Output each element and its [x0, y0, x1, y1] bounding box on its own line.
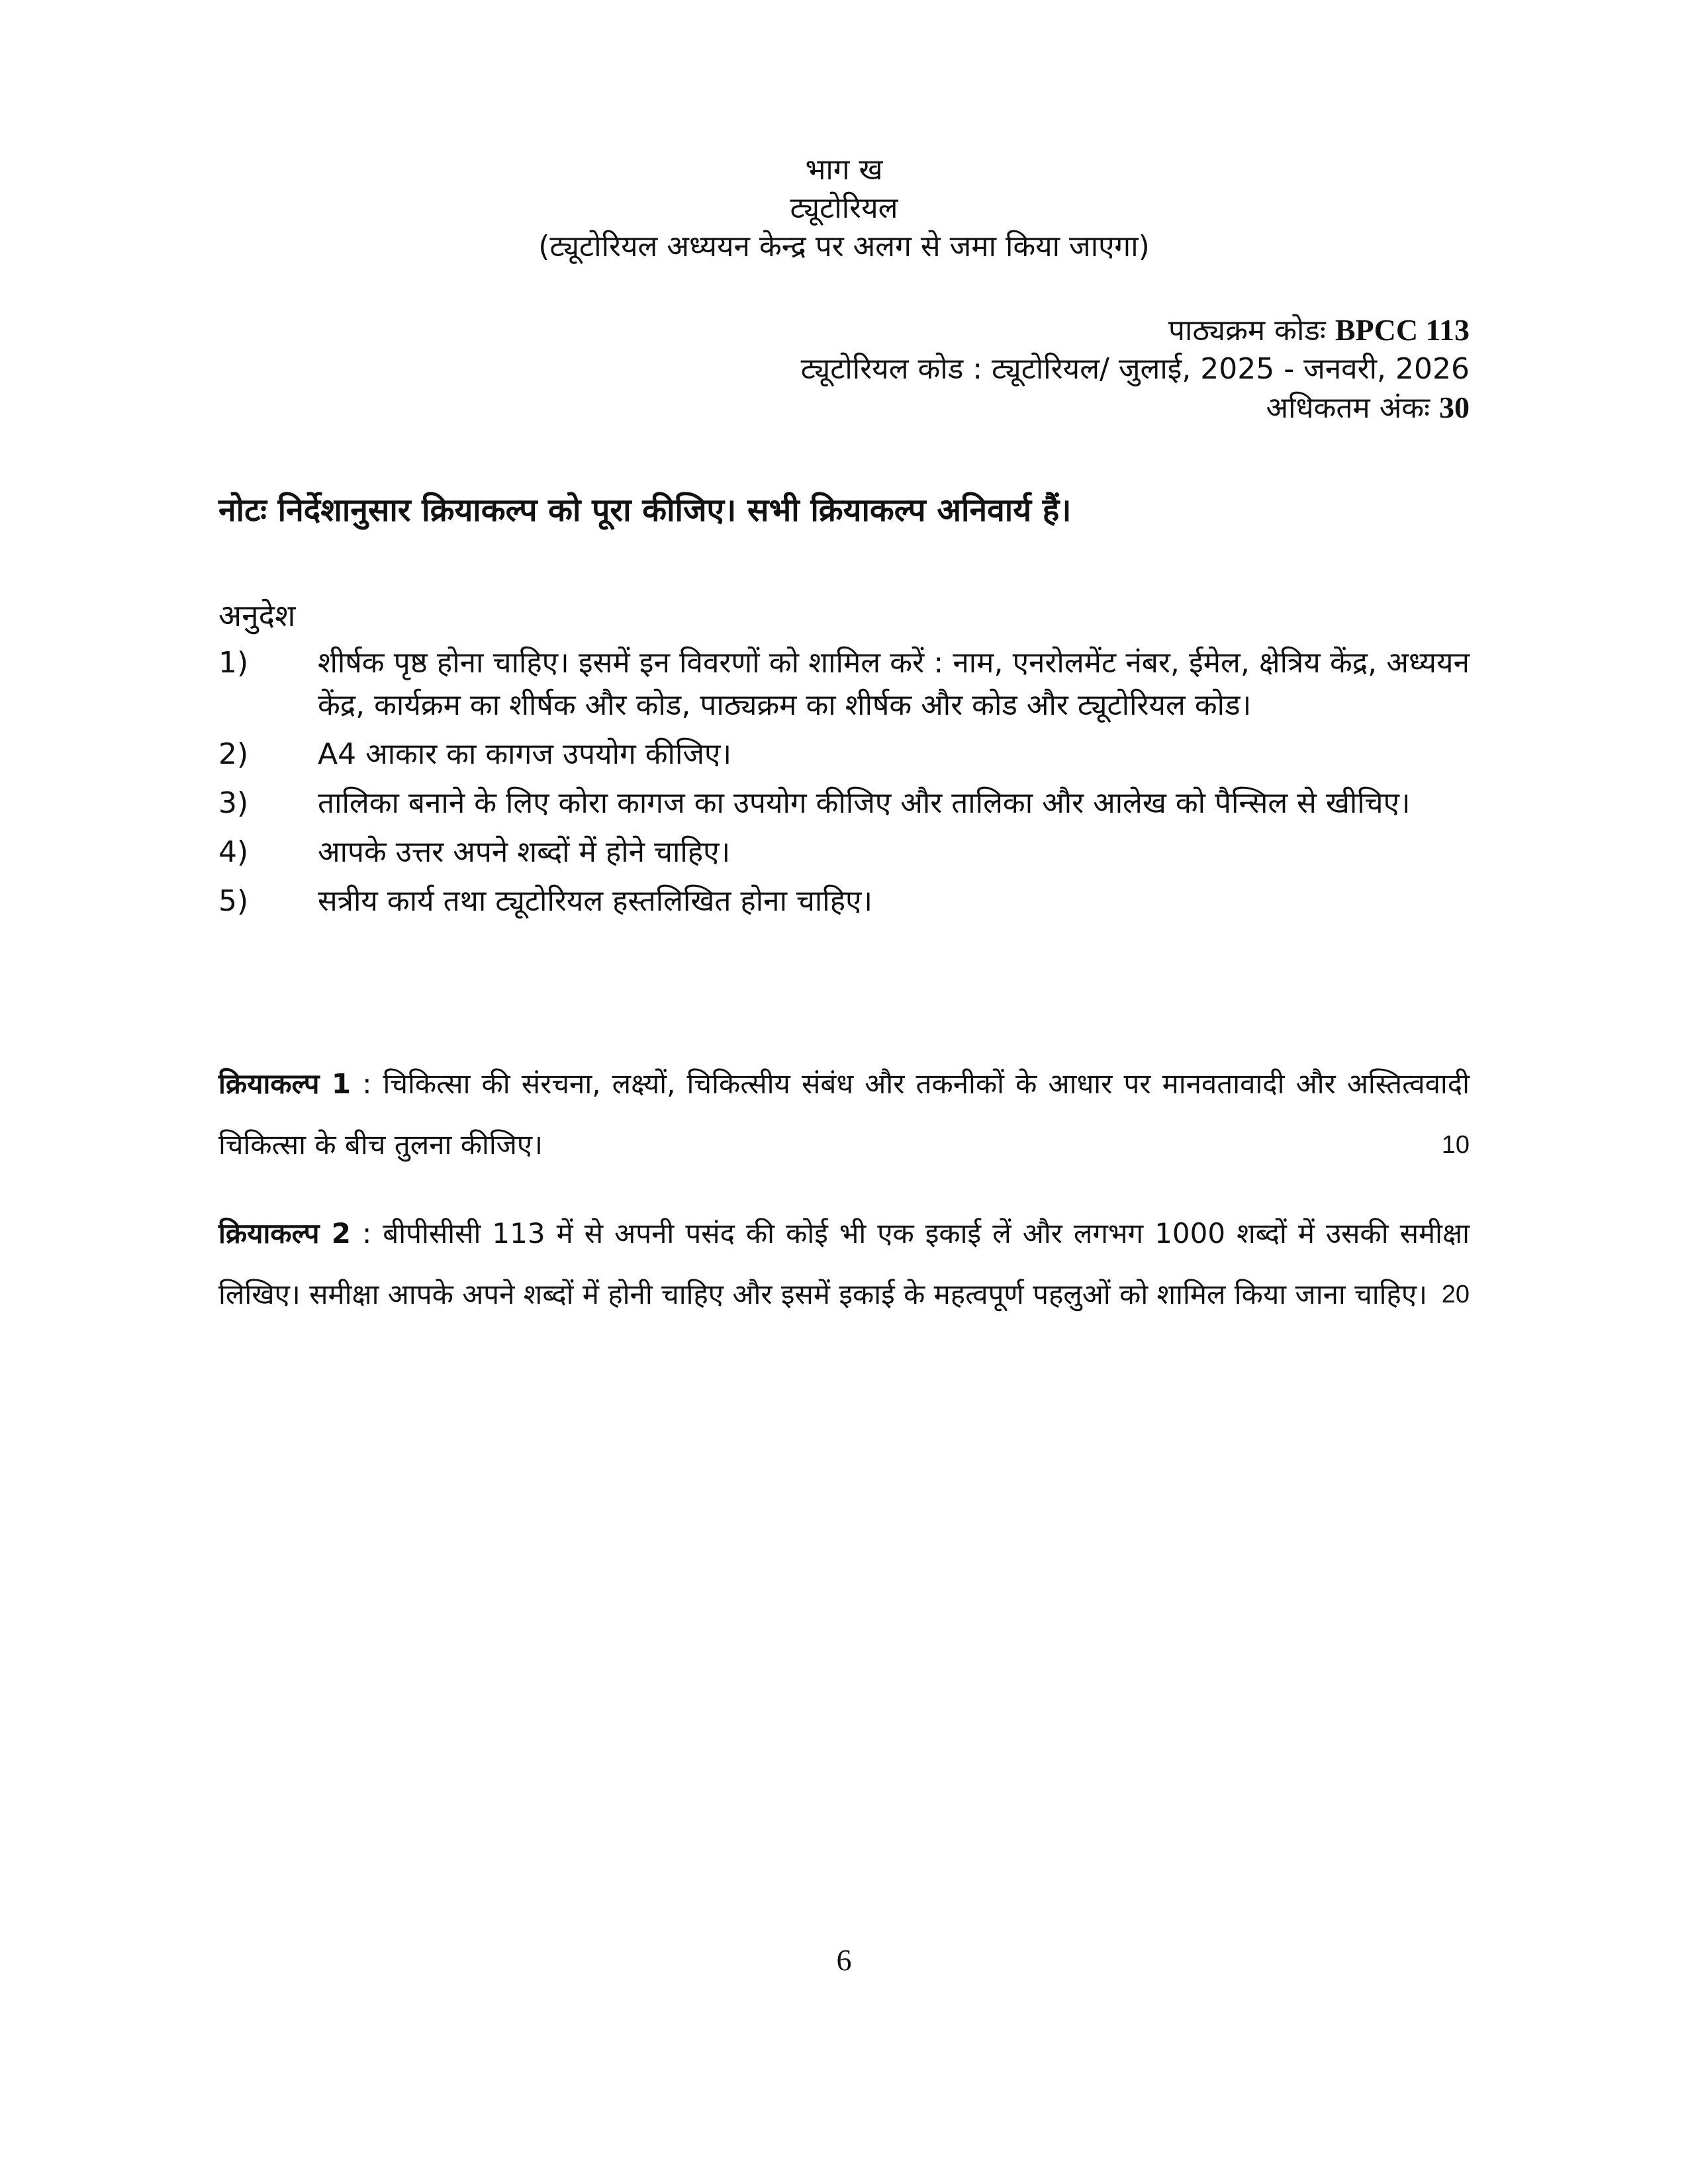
page-title: ट्यूटोरियल	[790, 191, 898, 225]
item-number: 1)	[218, 646, 249, 680]
note-text: नोटः निर्देशानुसार क्रियाकल्प को पूरा कीजिए। सभी क्रियाकल्प अनिवार्य हैं।	[218, 492, 1072, 529]
list-item	[218, 782, 1470, 825]
part-label: भाग ख	[805, 153, 883, 187]
tutorial-code-line: ट्यूटोरियल कोड : ट्यूटोरियल/ जुलाई, 2025 - जनवरी, 2026	[800, 352, 1470, 386]
page-subtitle: (ट्यूटोरियल अध्ययन केन्द्र पर अलग से जमा किया जाएगा)	[538, 230, 1150, 263]
list-item	[218, 880, 1470, 923]
item-text: सत्रीय कार्य तथा ट्यूटोरियल हस्तलिखित होना चाहिए।	[318, 884, 873, 918]
activity-text: : चिकित्सा की संरचना, लक्ष्यों, चिकित्सीय संबंध और तकनीकों के आधार पर मानवतावादी और अस्तित्ववादी चिकित्सा के बीच तुलना कीजिए।	[218, 1068, 1470, 1161]
max-marks-line	[801, 388, 1470, 428]
activity-2	[218, 1203, 1470, 1325]
activity-marks: 20	[1441, 1281, 1470, 1308]
course-meta	[801, 311, 1470, 428]
activity-marks: 10	[1441, 1131, 1470, 1159]
course-code: BPCC 113	[1335, 313, 1470, 347]
item-number: 2)	[218, 737, 249, 771]
list-item	[218, 831, 1470, 874]
activity-1	[218, 1054, 1470, 1175]
item-text: A4 आकार का कागज उपयोग कीजिए।	[318, 737, 732, 771]
list-item	[218, 733, 1470, 776]
item-text: आपके उत्तर अपने शब्दों में होने चाहिए।	[318, 835, 731, 869]
instructions-heading: अनुदेश	[218, 598, 296, 633]
list-item	[218, 642, 1470, 727]
section-header	[0, 151, 1688, 266]
max-marks-label: अधिकतम अंकः	[1266, 391, 1430, 425]
max-marks-value: 30	[1439, 390, 1470, 424]
activity-text: : बीपीसीसी 113 में से अपनी पसंद की कोई भी एक इकाई लें और लगभग 1000 शब्दों में उसकी समीक्षा लिखिए। समीक्षा आपके अपने शब्दों में होनी चाहिए और इसमें इकाई के महत्वपूर्ण पहलुओं को शामिल किया जाना चाहिए।	[218, 1217, 1470, 1310]
course-code-label: पाठ्यक्रम कोडः	[1168, 314, 1326, 347]
activity-label: क्रियाकल्प 1	[218, 1068, 352, 1100]
course-code-line	[801, 311, 1470, 350]
instructions-list	[218, 642, 1470, 929]
item-text: शीर्षक पृष्ठ होना चाहिए। इसमें इन विवरणों को शामिल करें : नाम, एनरोलमेंट नंबर, ईमेल, क्षेत्रिय केंद्र, अध्ययन केंद्र, कार्यक्रम का शीर्षक और कोड, पाठ्यक्रम का शीर्षक और कोड और ट्यूटोरियल कोड।	[318, 646, 1470, 722]
item-number: 4)	[218, 835, 249, 869]
activity-label: क्रियाकल्प 2	[218, 1217, 352, 1250]
item-number: 3)	[218, 786, 249, 820]
item-number: 5)	[218, 884, 249, 918]
item-text: तालिका बनाने के लिए कोरा कागज का उपयोग कीजिए और तालिका और आलेख को पैन्सिल से खीचिए।	[318, 786, 1411, 820]
page-number: 6	[836, 1943, 852, 1977]
